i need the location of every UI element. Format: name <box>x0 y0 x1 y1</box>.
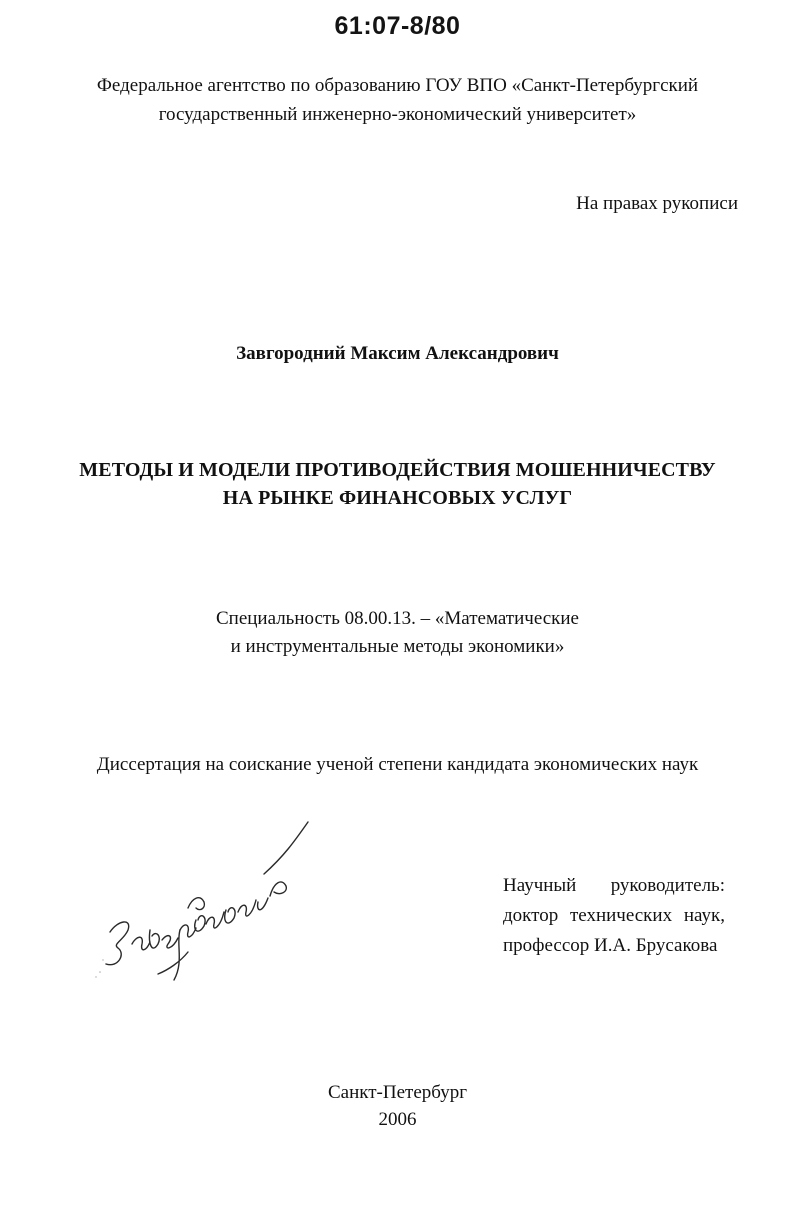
advisor-role-row <box>503 871 725 901</box>
organization-line-2: государственный инженерно-экономический университет» <box>158 104 637 125</box>
manuscript-rights-note: На правах рукописи <box>576 193 738 214</box>
thesis-title-line-1: МЕТОДЫ И МОДЕЛИ ПРОТИВОДЕЙСТВИЯ МОШЕННИЧЕСТВУ <box>79 459 716 481</box>
thesis-title-line-2: НА РЫНКЕ ФИНАНСОВЫХ УСЛУГ <box>222 487 573 509</box>
advisor-role-word-2: руководитель: <box>610 875 725 896</box>
advisor-degree-row <box>503 901 725 931</box>
specialty-line-1: Специальность 08.00.13. – «Математические <box>215 608 579 629</box>
organization-line-1: Федеральное агентство по образованию ГОУ ВПО «Санкт-Петербургский <box>96 75 699 96</box>
scientific-advisor-block <box>503 871 725 961</box>
specialty-line-2: и инструментальные методы экономики» <box>230 636 565 657</box>
city: Санкт-Петербург <box>327 1082 467 1103</box>
advisor-name: профессор И.А. Брусакова <box>503 935 718 956</box>
handwritten-signature-icon <box>88 812 318 987</box>
archive-stamp: 61:07-8/80 <box>334 12 461 40</box>
advisor-degree-word-1: доктор <box>503 905 559 926</box>
advisor-role-word-1: Научный <box>503 875 577 896</box>
author-name: Завгородний Максим Александрович <box>236 343 559 364</box>
dissertation-statement: Диссертация на соискание ученой степени кандидата экономических наук <box>96 754 699 775</box>
advisor-degree-word-3: наук, <box>683 905 725 926</box>
advisor-degree-word-2: технических <box>569 905 673 926</box>
year: 2006 <box>378 1109 417 1130</box>
